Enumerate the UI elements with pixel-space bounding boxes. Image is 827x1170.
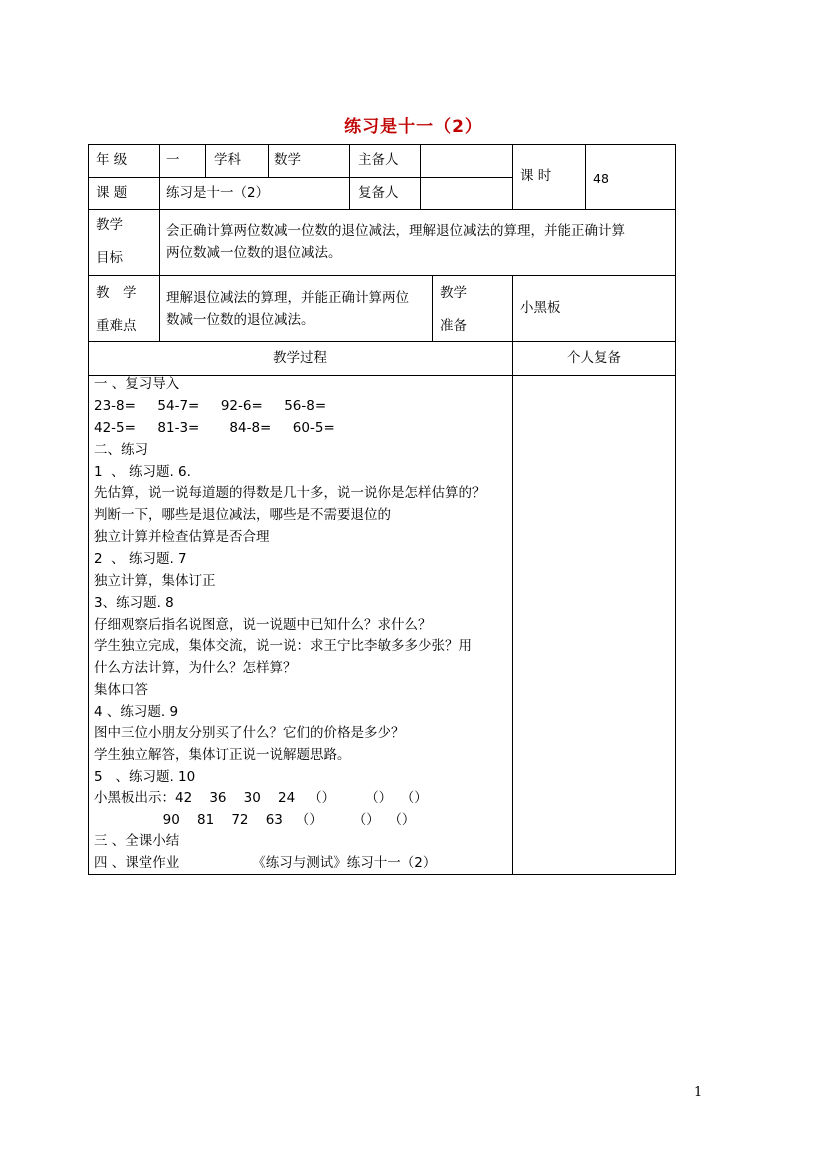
process-line: 一 、复习导入 xyxy=(94,376,180,392)
process-line: 独立计算并检查估算是否合理 xyxy=(94,529,270,545)
table-rule xyxy=(88,275,676,276)
table-rule xyxy=(159,144,160,342)
table-rule xyxy=(432,275,433,342)
reviewer-label: 复备人 xyxy=(358,185,399,201)
table-rule xyxy=(512,144,513,210)
grade-label: 年 级 xyxy=(96,152,128,168)
personal-header: 个人复备 xyxy=(567,350,621,366)
table-rule xyxy=(205,144,206,177)
process-line: 学生独立完成，集体交流，说一说：求王宁比李敏多多少张？用 xyxy=(94,638,472,654)
process-line: 图中三位小朋友分别买了什么？它们的价格是多少？ xyxy=(94,725,405,741)
process-line: 独立计算，集体订正 xyxy=(94,573,216,589)
goals-text-line1: 会正确计算两位数减一位数的退位减法，理解退位减法的算理，并能正确计算 xyxy=(166,223,625,239)
goals-label-line1: 教学 xyxy=(96,217,123,233)
prep-value: 小黑板 xyxy=(520,300,561,316)
lesson-value: 48 xyxy=(593,171,609,186)
process-line: 三 、全课小结 xyxy=(94,833,180,849)
process-line: 仔细观察后指名说图意，说一说题中已知什么？求什么？ xyxy=(94,617,432,633)
table-rule xyxy=(268,144,269,177)
preparer-label: 主备人 xyxy=(358,152,399,168)
topic-value: 练习是十一（2） xyxy=(166,185,270,201)
lesson-plan-table xyxy=(88,144,676,875)
process-line: 2 、 练习题. 7 xyxy=(94,551,187,567)
table-rule xyxy=(88,209,676,210)
process-line: 5 、练习题. 10 xyxy=(94,769,196,785)
keypoints-label-line1: 教 学 xyxy=(96,285,137,301)
keypoints-text-line2: 数减一位数的退位减法。 xyxy=(166,312,315,328)
table-rule xyxy=(88,341,676,342)
keypoints-text-line1: 理解退位减法的算理，并能正确计算两位 xyxy=(166,290,409,306)
page-number: 1 xyxy=(694,1085,703,1100)
process-line: 二、练习 xyxy=(94,442,148,458)
process-line: 23-8= 54-7= 92-6= 56-8= xyxy=(94,398,327,414)
process-line: 集体口答 xyxy=(94,682,148,698)
table-rule xyxy=(88,144,676,145)
process-line: 42-5= 81-3= 84-8= 60-5= xyxy=(94,420,335,436)
process-header: 教学过程 xyxy=(273,350,327,366)
table-rule xyxy=(88,177,512,178)
process-content xyxy=(88,375,512,874)
table-rule xyxy=(675,144,676,875)
process-line: 3、练习题. 8 xyxy=(94,595,174,611)
process-line: 4 、练习题. 9 xyxy=(94,704,179,720)
goals-label-line2: 目标 xyxy=(96,250,123,266)
process-line: 学生独立解答，集体订正说一说解题思路。 xyxy=(94,747,351,763)
process-line: 90 81 72 63 （） （） （） xyxy=(94,812,416,828)
lesson-label: 课 时 xyxy=(520,168,552,184)
table-rule xyxy=(420,144,421,210)
process-line: 什么方法计算，为什么？怎样算？ xyxy=(94,660,297,676)
process-line: 四 、课堂作业 《练习与测试》练习十一（2） xyxy=(94,855,437,871)
process-line: 1 、 练习题. 6. xyxy=(94,464,191,480)
process-line: 判断一下，哪些是退位减法，哪些是不需要退位的 xyxy=(94,507,391,523)
table-rule xyxy=(349,144,350,210)
document-title: 练习是十一（2） xyxy=(344,117,483,137)
goals-text-line2: 两位数减一位数的退位减法。 xyxy=(166,245,342,261)
table-rule xyxy=(88,874,676,875)
keypoints-label-line2: 重难点 xyxy=(96,318,137,334)
subject-label: 学科 xyxy=(214,152,241,168)
subject-value: 数学 xyxy=(274,152,301,168)
table-rule xyxy=(585,144,586,210)
prep-label-line2: 准备 xyxy=(440,318,467,334)
topic-label: 课 题 xyxy=(96,185,128,201)
process-line: 小黑板出示：42 36 30 24 （） （） （） xyxy=(94,790,428,806)
process-line: 先估算，说一说每道题的得数是几十多，说一说你是怎样估算的？ xyxy=(94,485,486,501)
grade-value: 一 xyxy=(166,152,180,168)
prep-label-line1: 教学 xyxy=(440,285,467,301)
